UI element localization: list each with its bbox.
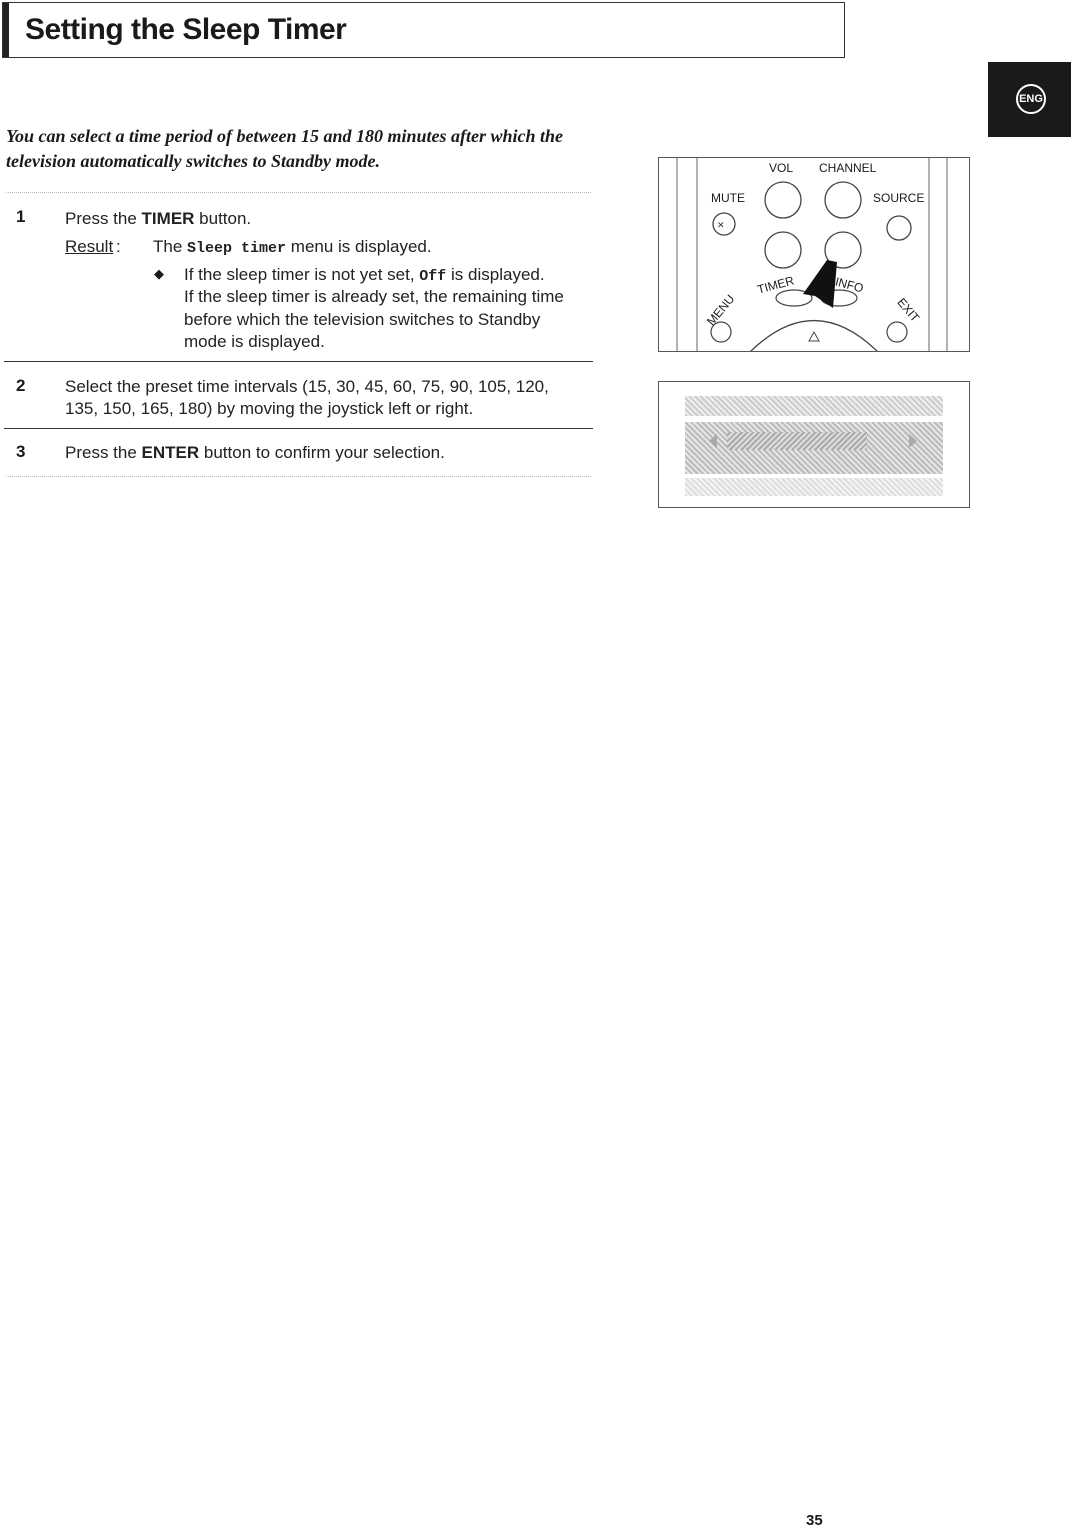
divider-rule: [4, 428, 593, 429]
step-2-line-2: 135, 150, 165, 180) by moving the joystick left or right.: [65, 399, 474, 418]
language-badge: ENG: [1016, 84, 1046, 114]
osd-selected-value: [727, 432, 867, 450]
sleep-timer-menu-name: Sleep timer: [187, 240, 287, 257]
page-title: Setting the Sleep Timer: [25, 13, 347, 46]
remote-drawing: [659, 158, 970, 352]
intro-text: You can select a time period of between 15 and 180 minutes after which the television automatically switches to Standby mode.: [6, 126, 563, 171]
note-line-3: before which the television switches to Standby: [184, 310, 541, 329]
osd-right-arrow-icon: [909, 434, 917, 448]
timer-label: TIMER: [755, 273, 796, 297]
step-3-number: 3: [16, 442, 26, 461]
source-label: SOURCE: [873, 191, 925, 205]
step-1-number: 1: [16, 207, 26, 226]
step-3-text: Press the ENTER button to confirm your selection.: [65, 443, 445, 462]
timer-key: TIMER: [141, 209, 195, 228]
result-label: Result: [65, 237, 114, 256]
divider-rule: [4, 361, 593, 362]
osd-title-bar: [685, 396, 943, 416]
title-box: [2, 2, 845, 58]
dotted-divider: [6, 192, 591, 193]
note-line-4: mode is displayed.: [184, 332, 325, 351]
channel-label: CHANNEL: [819, 161, 877, 175]
step-1-text: Press the TIMER button.: [65, 209, 252, 228]
off-value: Off: [419, 268, 447, 285]
dotted-divider: [6, 476, 591, 477]
step-2-number: 2: [16, 376, 26, 395]
note-line-2: If the sleep timer is already set, the remaining time: [184, 287, 564, 306]
osd-footer: [685, 478, 943, 496]
vol-label: VOL: [769, 161, 794, 175]
result-text: The Sleep timer menu is displayed.: [153, 237, 432, 257]
menu-label: MENU: [703, 291, 738, 329]
osd-left-arrow-icon: [709, 434, 717, 448]
enter-key: ENTER: [141, 443, 200, 462]
title-bar-accent: [3, 3, 9, 57]
bullet-diamond-icon: ◆: [154, 266, 164, 281]
sleep-timer-osd-illustration: [658, 381, 970, 508]
exit-label: EXIT: [894, 295, 923, 325]
language-tab: [988, 62, 1071, 137]
result-colon: :: [116, 237, 121, 256]
svg-text:✕: ✕: [717, 221, 725, 231]
info-label: INFO: [833, 274, 865, 296]
step-2-line-1: Select the preset time intervals (15, 30, 45, 60, 75, 90, 105, 120,: [65, 377, 549, 396]
page-number: 35: [806, 1512, 823, 1529]
remote-control-illustration: [658, 157, 970, 352]
mute-label: MUTE: [711, 191, 745, 205]
note-line-1: If the sleep timer is not yet set, Off is displayed.: [184, 265, 545, 285]
